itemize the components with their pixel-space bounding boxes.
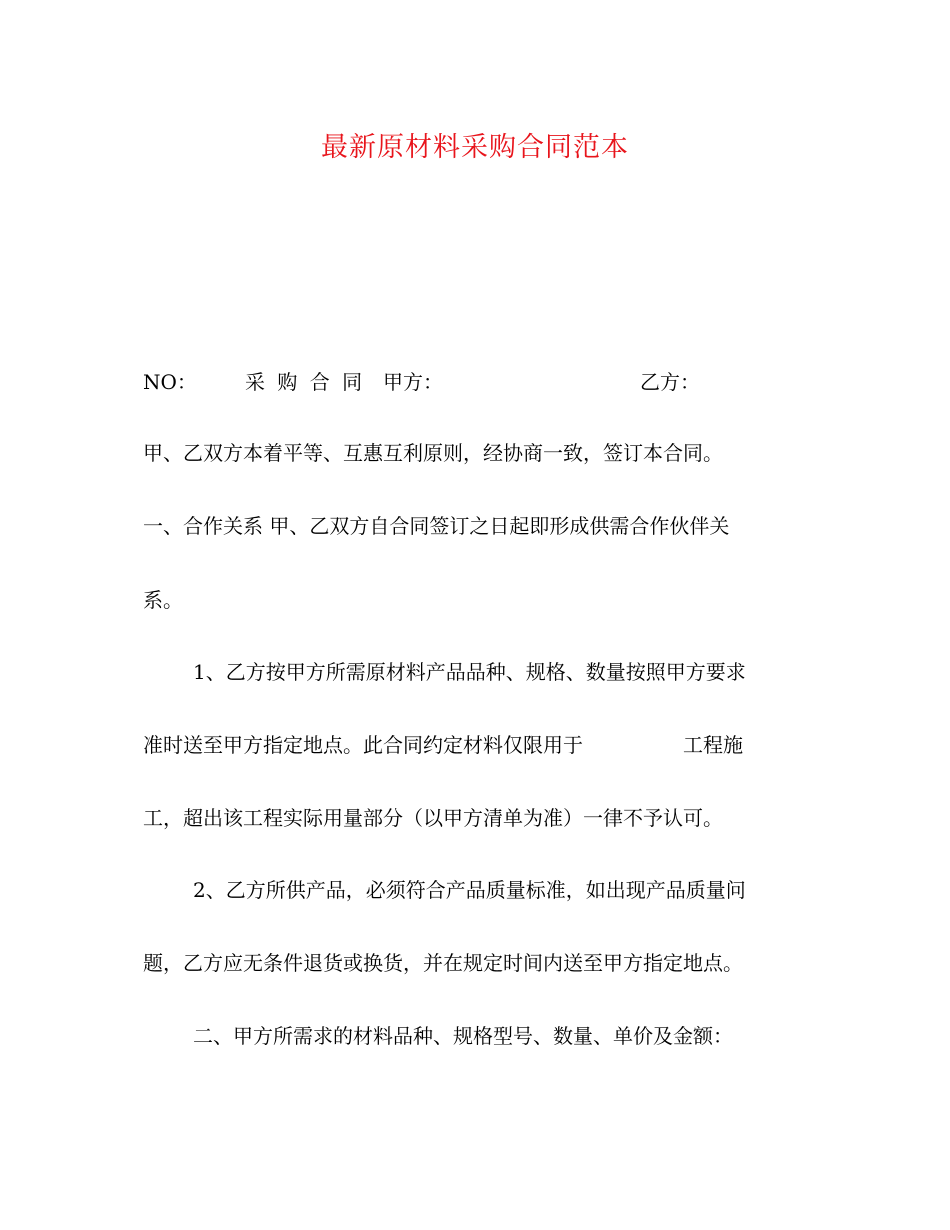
item-2-line-1: 2、乙方所供产品，必须符合产品质量标准，如出现产品质量问 bbox=[193, 878, 746, 902]
party-b-label: 乙方： bbox=[640, 370, 700, 394]
section-2-line-1: 二、甲方所需求的材料品种、规格型号、数量、单价及金额： bbox=[193, 1024, 733, 1048]
item-1-line-2 bbox=[143, 731, 803, 759]
item-1-line-1: 1、乙方按甲方所需原材料产品品种、规格、数量按照甲方要求 bbox=[193, 660, 746, 684]
contract-type-label: 采 购 合 同 bbox=[245, 370, 366, 394]
item-2-line-2: 题，乙方应无条件退货或换货，并在规定时间内送至甲方指定地点。 bbox=[143, 951, 743, 975]
item-1-line-2-tail: 工程施 bbox=[683, 733, 743, 757]
document-title: 最新原材料采购合同范本 bbox=[321, 132, 629, 163]
contract-number-label: NO： bbox=[143, 370, 197, 394]
item-1-line-2-text: 准时送至甲方指定地点。此合同约定材料仅限用于 bbox=[143, 733, 583, 757]
section-1-line-1: 一、合作关系 甲、乙双方自合同签订之日起即形成供需合作伙伴关 bbox=[143, 514, 730, 538]
intro-paragraph: 甲、乙双方本着平等、互惠互利原则，经协商一致，签订本合同。 bbox=[143, 441, 723, 465]
section-1-line-2: 系。 bbox=[143, 588, 183, 612]
party-a-label: 甲方： bbox=[383, 370, 443, 394]
item-1-line-3: 工，超出该工程实际用量部分（以甲方清单为准）一律不予认可。 bbox=[143, 806, 723, 830]
contract-header-row bbox=[143, 368, 803, 396]
